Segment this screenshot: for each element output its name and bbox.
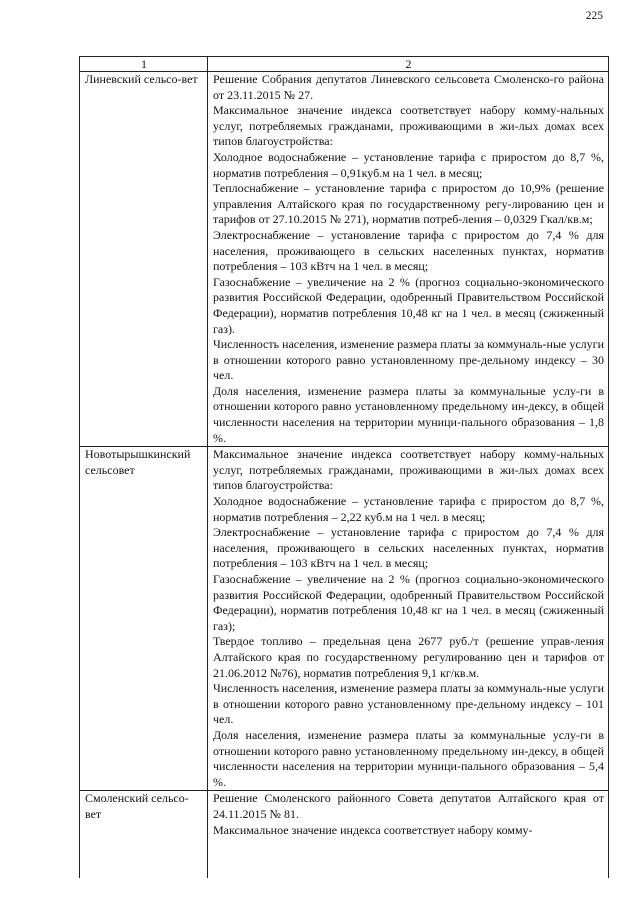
paragraph: Численность населения, изменение размера платы за коммуналь-ные услуги в отношении которого равно установленному пре-дельному индексу – 30 чел. [213,337,605,383]
settlement-description [208,447,609,791]
tariff-index-table [79,56,609,878]
paragraph: Газоснабжение – увеличение на 2 % (прогноз социально-экономического развития Российской Федерации, одобренный Правительством Российской Федерации), норматив потребления 10,48 кг на 1 чел. в месяц (сжиженный газ); [213,572,604,633]
column-header-1: 1 [80,57,208,72]
paragraph: Максимальное значение индекса соответствует набору комму-нальных услуг, потребляемых гражданами, проживающими в жи-лых домах всех типов благоустройства: [213,103,604,149]
table-row [80,72,609,447]
settlement-name: Линевский сельсо-вет [80,72,208,447]
paragraph: Теплоснабжение – установление тарифа с приростом до 10,9% (решение управления Алтайского края по государственному регу-лированию цен и тарифов от 27.10.2015 № 271), норматив потреб-ления – 0,0329 Гкал/кв.м; [213,181,604,227]
paragraph: Электроснабжение – установление тарифа с приростом до 7,4 % для населения, проживающего в сельских населенных пунктах, норматив потребления – 103 кВтч на 1 чел. в месяц; [213,227,604,274]
paragraph: Твердое топливо – предельная цена 2677 руб./т (решение управ-ления Алтайского края по государственному регулированию цен и тарифов от 21.06.2012 №76), норматив потребления 9,1 кг/кв.м. [213,634,604,680]
paragraph: Газоснабжение – увеличение на 2 % (прогноз социально-экономического развития Российской Федерации, одобренный Правительством Российской Федерации), норматив потребления 10,48 кг на 1 чел. в месяц (сжиженный газ). [213,274,604,336]
paragraph: Максимальное значение индекса соответствует набору комму- [213,822,533,837]
paragraph: Электроснабжение – установление тарифа с приростом до 7,4 % для населения, проживающего в сельских населенных пунктах, норматив потребления – 103 кВтч на 1 чел. в месяц; [213,525,604,571]
table-row [80,791,609,879]
paragraph: Доля населения, изменение размера платы за коммунальные услу-ги в отношении которого равно установленному предельному ин-дексу, в общей численности населения на территории муници-пального образования – 5,4 %. [213,727,604,789]
table-header-row [80,57,609,72]
column-header-2: 2 [208,57,609,72]
paragraph: Решение Собрания депутатов Линевского сельсовета Смоленско-го района от 23.11.2015 № 27. [213,72,604,102]
paragraph: Решение Смоленского районного Совета депутатов Алтайского края от 24.11.2015 № 81. [213,791,604,821]
settlement-name: Смоленский сельсо-вет [80,791,208,879]
page-number: 225 [585,10,603,22]
paragraph: Максимальное значение индекса соответствует набору комму-нальных услуг, потребляемых гражданами, проживающими в жи-лых домах всех типов благоустройства: [213,447,604,493]
settlement-name: Новотырышкинский сельсовет [80,447,208,791]
paragraph: Численность населения, изменение размера платы за коммуналь-ные услуги в отношении которого равно установленному пре-дельному индексу – 101 чел. [213,681,605,727]
paragraph: Холодное водоснабжение – установление тарифа с приростом до 8,7 %, норматив потребления – 0,91куб.м на 1 чел. в месяц; [213,149,604,180]
table-row [80,447,609,791]
paragraph: Доля населения, изменение размера платы за коммунальные услу-ги в отношении которого равно установленному предельному ин-дексу, в общей численности населения на территории муници-пального образования – 1,8 %. [213,383,604,445]
settlement-description [208,72,609,447]
settlement-description [208,791,609,879]
paragraph: Холодное водоснабжение – установление тарифа с приростом до 8,7 %, норматив потребления – 2,22 куб.м на 1 чел. в месяц; [213,494,604,524]
